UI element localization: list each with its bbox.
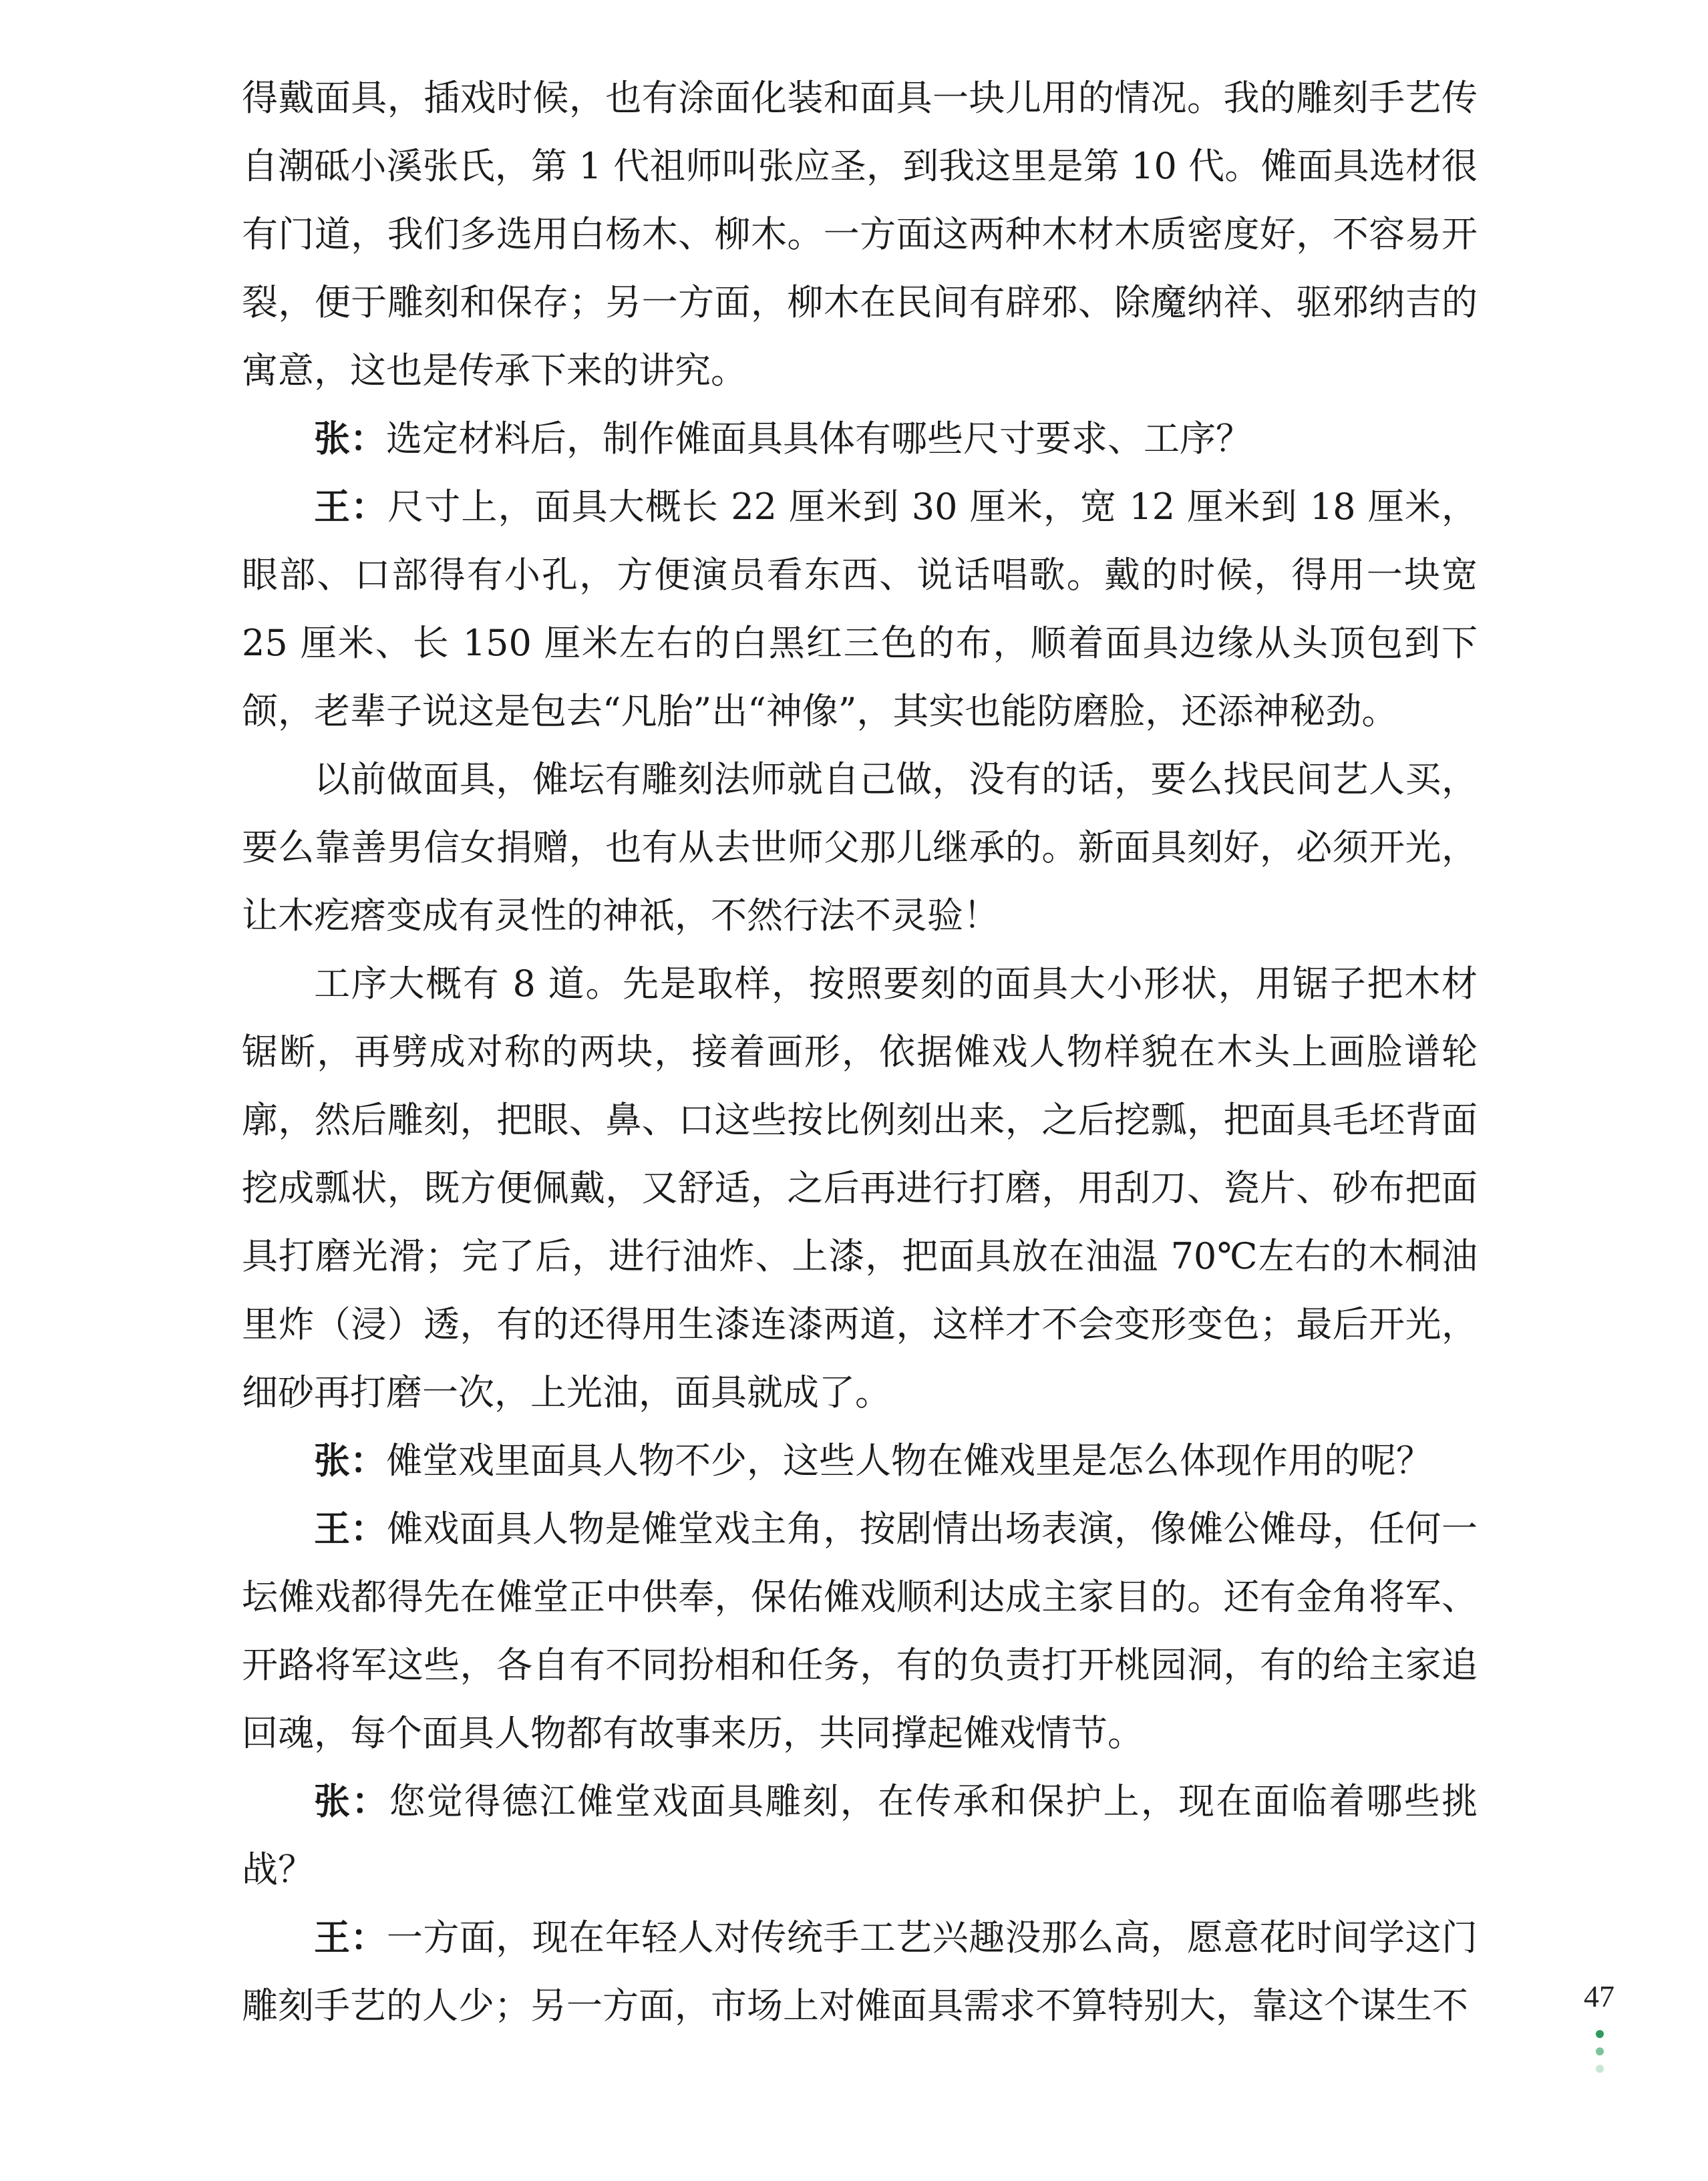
paragraph-1-text: 得戴面具，插戏时候，也有涂面化装和面具一块儿用的情况。我的雕刻手艺传自潮砥小溪张氏，第 1 代祖师叫张应圣，到我这里是第 10 代。傩面具选材很有门道，我们多选用白杨木、柳木。一方面这两种木材木质密度好，不容易开裂，便于雕刻和保存；另一方面，柳木在民间有辟邪、除魔纳祥、驱邪纳吉的寓意，这也是传承下来的讲究。: [242, 77, 1478, 391]
paragraph-1: [242, 64, 1478, 405]
decorative-dots-icon: [1593, 2027, 1606, 2087]
paragraph-3-text: 尺寸上，面具大概长 22 厘米到 30 厘米，宽 12 厘米到 18 厘米，眼部、口部得有小孔，方便演员看东西、说话唱歌。戴的时候，得用一块宽 25 厘米、长 150 厘米左右的白黑红三色的布，顺着面具边缘从头顶包到下颌，老辈子说这是包去“凡胎”出“神像”，其实也能防磨脸，还添神秘劲。: [242, 486, 1478, 732]
paragraph-4-text: 以前做面具，傩坛有雕刻法师就自己做，没有的话，要么找民间艺人买，要么靠善男信女捐赠，也有从去世师父那儿继承的。新面具刻好，必须开光，让木疙瘩变成有灵性的神祇，不然行法不灵验！: [242, 758, 1478, 937]
paragraph-4: [242, 745, 1478, 950]
paragraph-8-text: 您觉得德江傩堂戏面具雕刻，在传承和保护上，现在面临着哪些挑战？: [242, 1780, 1478, 1890]
speaker-label: 张：: [314, 1780, 389, 1822]
paragraph-9: [242, 1904, 1478, 2040]
page-number: 47: [1584, 1979, 1614, 2013]
paragraph-6: [242, 1427, 1478, 1495]
dot-light: [1596, 2065, 1604, 2073]
paragraph-8: [242, 1768, 1478, 1904]
paragraph-9-text: 一方面，现在年轻人对传统手工艺兴趣没那么高，愿意花时间学这门雕刻手艺的人少；另一方面，市场上对傩面具需求不算特别大，靠这个谋生不: [242, 1916, 1478, 2027]
paragraph-3: [242, 473, 1478, 745]
paragraph-7-text: 傩戏面具人物是傩堂戏主角，按剧情出场表演，像傩公傩母，任何一坛傩戏都得先在傩堂正中供奉，保佑傩戏顺利达成主家目的。还有金角将军、开路将军这些，各自有不同扮相和任务，有的负责打开桃园洞，有的给主家追回魂，每个面具人物都有故事来历，共同撑起傩戏情节。: [242, 1508, 1478, 1754]
speaker-label: 王：: [314, 1916, 387, 1959]
speaker-label: 张：: [314, 1440, 386, 1482]
paragraph-2-text: 选定材料后，制作傩面具具体有哪些尺寸要求、工序？: [386, 417, 1252, 460]
speaker-label: 王：: [314, 486, 388, 528]
paragraph-2: [242, 405, 1478, 473]
paragraph-5: [242, 950, 1478, 1427]
body-text: [242, 64, 1478, 2040]
dot-dark: [1596, 2030, 1604, 2038]
dot-mid: [1596, 2047, 1604, 2055]
paragraph-6-text: 傩堂戏里面具人物不少，这些人物在傩戏里是怎么体现作用的呢？: [386, 1440, 1432, 1482]
speaker-label: 张：: [314, 417, 386, 460]
speaker-label: 王：: [314, 1508, 387, 1550]
paragraph-7: [242, 1495, 1478, 1768]
paragraph-5-text: 工序大概有 8 道。先是取样，按照要刻的面具大小形状，用锯子把木材锯断，再劈成对称的两块，接着画形，依据傩戏人物样貌在木头上画脸谱轮廓，然后雕刻，把眼、鼻、口这些按比例刻出来，之后挖瓢，把面具毛坯背面挖成瓢状，既方便佩戴，又舒适，之后再进行打磨，用刮刀、瓷片、砂布把面具打磨光滑；完了后，进行油炸、上漆，把面具放在油温 70℃左右的木桐油里炸（浸）透，有的还得用生漆连漆两道，这样才不会变形变色；最后开光，细砂再打磨一次，上光油，面具就成了。: [242, 963, 1478, 1413]
